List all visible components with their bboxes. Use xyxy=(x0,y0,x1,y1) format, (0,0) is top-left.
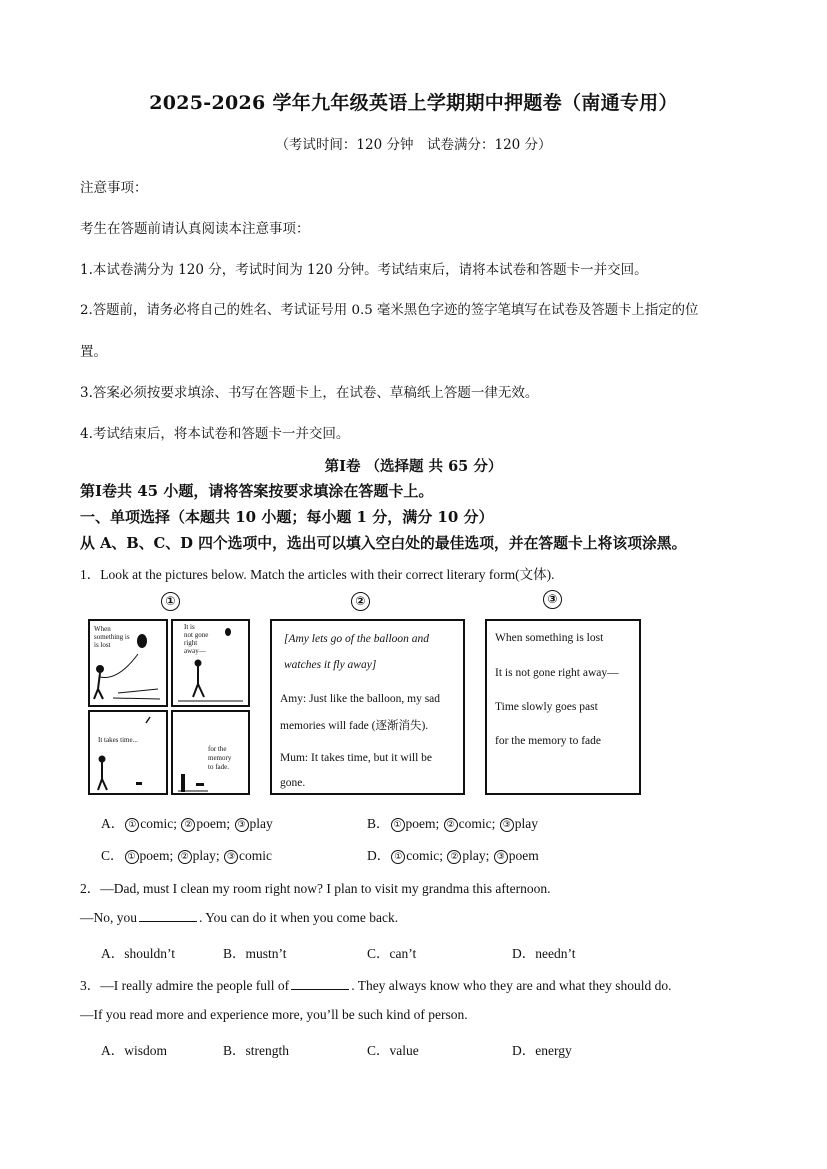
exam-info: （考试时间：120 分钟 试卷满分：120 分） xyxy=(275,137,552,153)
comic-text-1c: is lost xyxy=(94,641,111,649)
question-2-stem: 2．—Dad, must I clean my room right now? I plan to visit my grandma this afternoon. xyxy=(80,881,551,896)
question-1-stem: 1．Look at the pictures below. Match the articles with their correct literary form(文体). xyxy=(80,567,555,582)
poem-line-2: It is not gone right away— xyxy=(495,667,619,679)
notes-heading: 注意事项： xyxy=(80,180,148,196)
comic-text-2c: right xyxy=(184,639,198,647)
q2-option-d[interactable]: D．needn’t xyxy=(512,946,576,961)
play-line-3: Amy: Just like the balloon, my sad xyxy=(280,693,441,705)
notes-item-2: 2.答题前，请务必将自己的姓名、考试证号用 0.5 毫米黑色字迹的签字笔填写在试卷及答题卡上指定的位 xyxy=(80,303,699,318)
comic-text-1a: When xyxy=(94,625,111,633)
figure-label-1: ① xyxy=(161,592,180,611)
poem-line-3: Time slowly goes past xyxy=(495,701,598,713)
figure-label-3: ③ xyxy=(543,590,562,609)
q1-option-d[interactable]: D． ① comic; ② play; ③ poem xyxy=(367,848,539,863)
figure-label-2: ② xyxy=(351,592,370,611)
q1-option-c[interactable]: C． ① poem; ② play; ③ comic xyxy=(101,848,273,863)
play-line-6: gone. xyxy=(280,777,306,789)
section-heading: 第Ⅰ卷 （选择题 共 65 分） xyxy=(324,458,503,475)
poem-panel xyxy=(485,619,641,795)
comic-text-4c: to fade. xyxy=(208,763,229,771)
answer-blank xyxy=(139,909,197,922)
play-line-5: Mum: It takes time, but it will be xyxy=(280,752,433,764)
play-line-2: watches it fly away] xyxy=(284,659,377,671)
comic-text-2d: away— xyxy=(184,647,206,655)
comic-text-2a: It is xyxy=(184,623,195,631)
play-line-4: memories will fade (逐渐消失). xyxy=(280,720,429,732)
q2-option-b[interactable]: B．mustn’t xyxy=(223,946,287,961)
play-line-1: [Amy lets go of the balloon and xyxy=(284,633,430,645)
poem-line-4: for the memory to fade xyxy=(495,735,602,747)
comic-text-2b: not gone xyxy=(184,631,209,639)
q3-option-a[interactable]: A．wisdom xyxy=(101,1043,168,1058)
q2-option-c[interactable]: C．can’t xyxy=(367,946,417,961)
comic-strip xyxy=(88,619,250,795)
notes-intro: 考生在答题前请认真阅读本注意事项： xyxy=(80,221,310,237)
comic-text-3: It takes time... xyxy=(98,736,138,744)
page-title: 2025-2026 学年九年级英语上学期期中押题卷（南通专用） xyxy=(149,92,678,114)
poem-line-1: When something is lost xyxy=(495,632,604,644)
comic-text-4a: for the xyxy=(208,745,227,753)
notes-item-4: 4.考试结束后，将本试卷和答题卡一并交回。 xyxy=(80,426,350,442)
play-panel xyxy=(270,619,465,795)
answer-blank xyxy=(291,977,349,990)
notes-item-1: 1.本试卷满分为 120 分，考试时间为 120 分钟。考试结束后，请将本试卷和答题卡一并交回。 xyxy=(80,262,648,278)
notes-item-2-cont: 置。 xyxy=(80,344,107,360)
part-heading: 一、单项选择（本题共 10 小题；每小题 1 分，满分 10 分） xyxy=(80,508,494,526)
q1-option-b[interactable]: B． ① poem; ② comic; ③ play xyxy=(367,816,539,831)
question-2-reply: —No, you . You can do it when you come back. xyxy=(80,910,399,925)
notes-item-3: 3.答案必须按要求填涂、书写在答题卡上，在试卷、草稿纸上答题一律无效。 xyxy=(80,385,539,401)
comic-text-4b: memory xyxy=(208,754,232,762)
q3-option-c[interactable]: C．value xyxy=(367,1043,419,1058)
q3-option-d[interactable]: D．energy xyxy=(512,1043,572,1058)
comic-text-1b: something is xyxy=(94,633,130,641)
section-instruction: 第Ⅰ卷共 45 小题，请将答案按要求填涂在答题卡上。 xyxy=(80,482,434,500)
question-3-stem: 3．—I really admire the people full of . They always know who they are and what they should do. xyxy=(80,978,672,993)
q3-option-b[interactable]: B．strength xyxy=(223,1043,289,1058)
q2-option-a[interactable]: A．shouldn’t xyxy=(101,946,176,961)
part-instruction: 从 A、B、C、D 四个选项中，选出可以填入空白处的最佳选项，并在答题卡上将该项涂黑。 xyxy=(80,535,687,552)
question-3-reply: —If you read more and experience more, you’ll be such kind of person. xyxy=(80,1007,468,1022)
q1-option-a[interactable]: A． ① comic; ② poem; ③ play xyxy=(101,816,273,831)
